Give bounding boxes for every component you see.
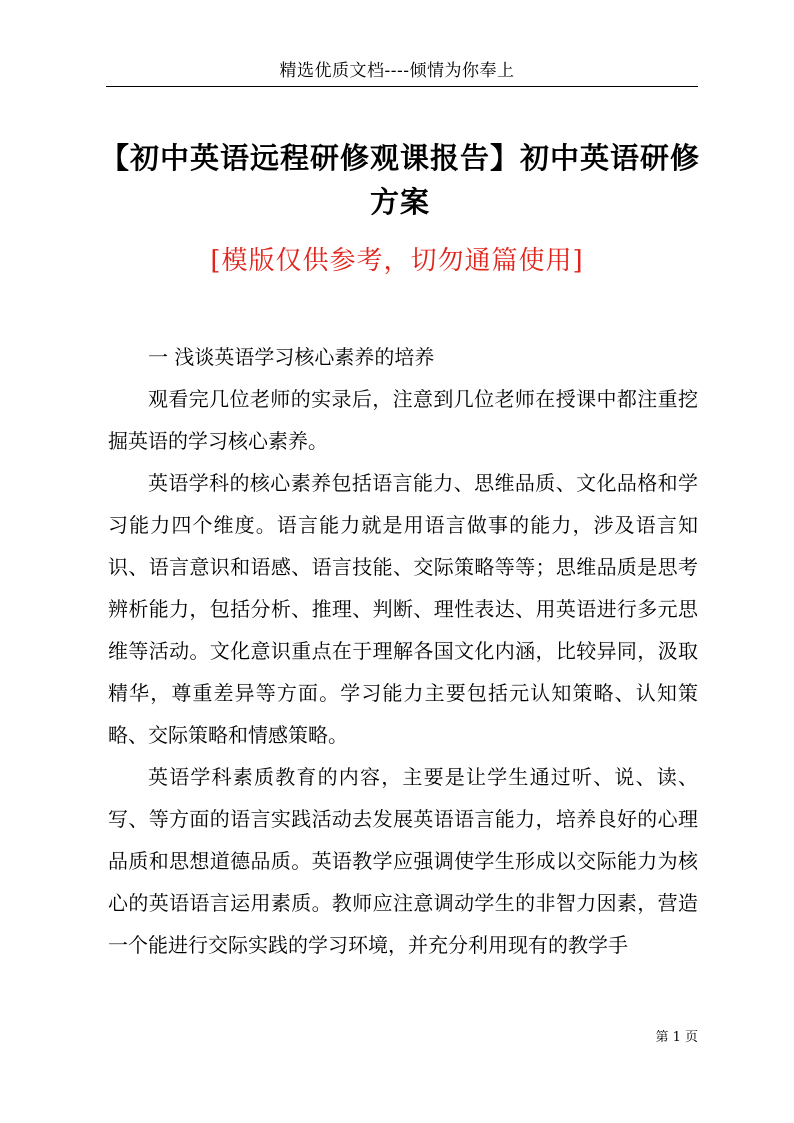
document-subtitle: [模版仅供参考，切勿通篇使用] xyxy=(210,246,584,276)
page-header: 精选优质文档----倾情为你奉上 xyxy=(279,61,515,81)
document-body xyxy=(108,336,698,966)
section-heading: 一 浅谈英语学习核心素养的培养 xyxy=(148,345,435,369)
body-paragraph: 观看完几位老师的实录后，注意到几位老师在授课中都注重挖掘英语的学习核心素养。 xyxy=(108,387,698,453)
document-title: 【初中英语远程研修观课报告】初中英语研修方案 xyxy=(100,141,701,219)
page-number: 第 1 页 xyxy=(655,1030,698,1045)
body-paragraph: 英语学科的核心素养包括语言能力、思维品质、文化品格和学习能力四个维度。语言能力就是用语言做事的能力，涉及语言知识、语言意识和语感、语言技能、交际策略等等；思维品质是思考辨析能力，包括分析、推理、判断、理性表达、用英语进行多元思维等活动。文化意识重点在于理解各国文化内涵，比较异同，汲取精华，尊重差异等方面。学习能力主要包括元认知策略、认知策略、交际策略和情感策略。 xyxy=(108,471,698,747)
body-paragraph: 英语学科素质教育的内容，主要是让学生通过听、说、读、写、等方面的语言实践活动去发展英语语言能力，培养良好的心理品质和思想道德品质。英语教学应强调使学生形成以交际能力为核心的英语语言运用素质。教师应注意调动学生的非智力因素，营造一个能进行交际实践的学习环境，并充分利用现有的教学手 xyxy=(108,765,698,957)
header-divider xyxy=(106,86,698,87)
